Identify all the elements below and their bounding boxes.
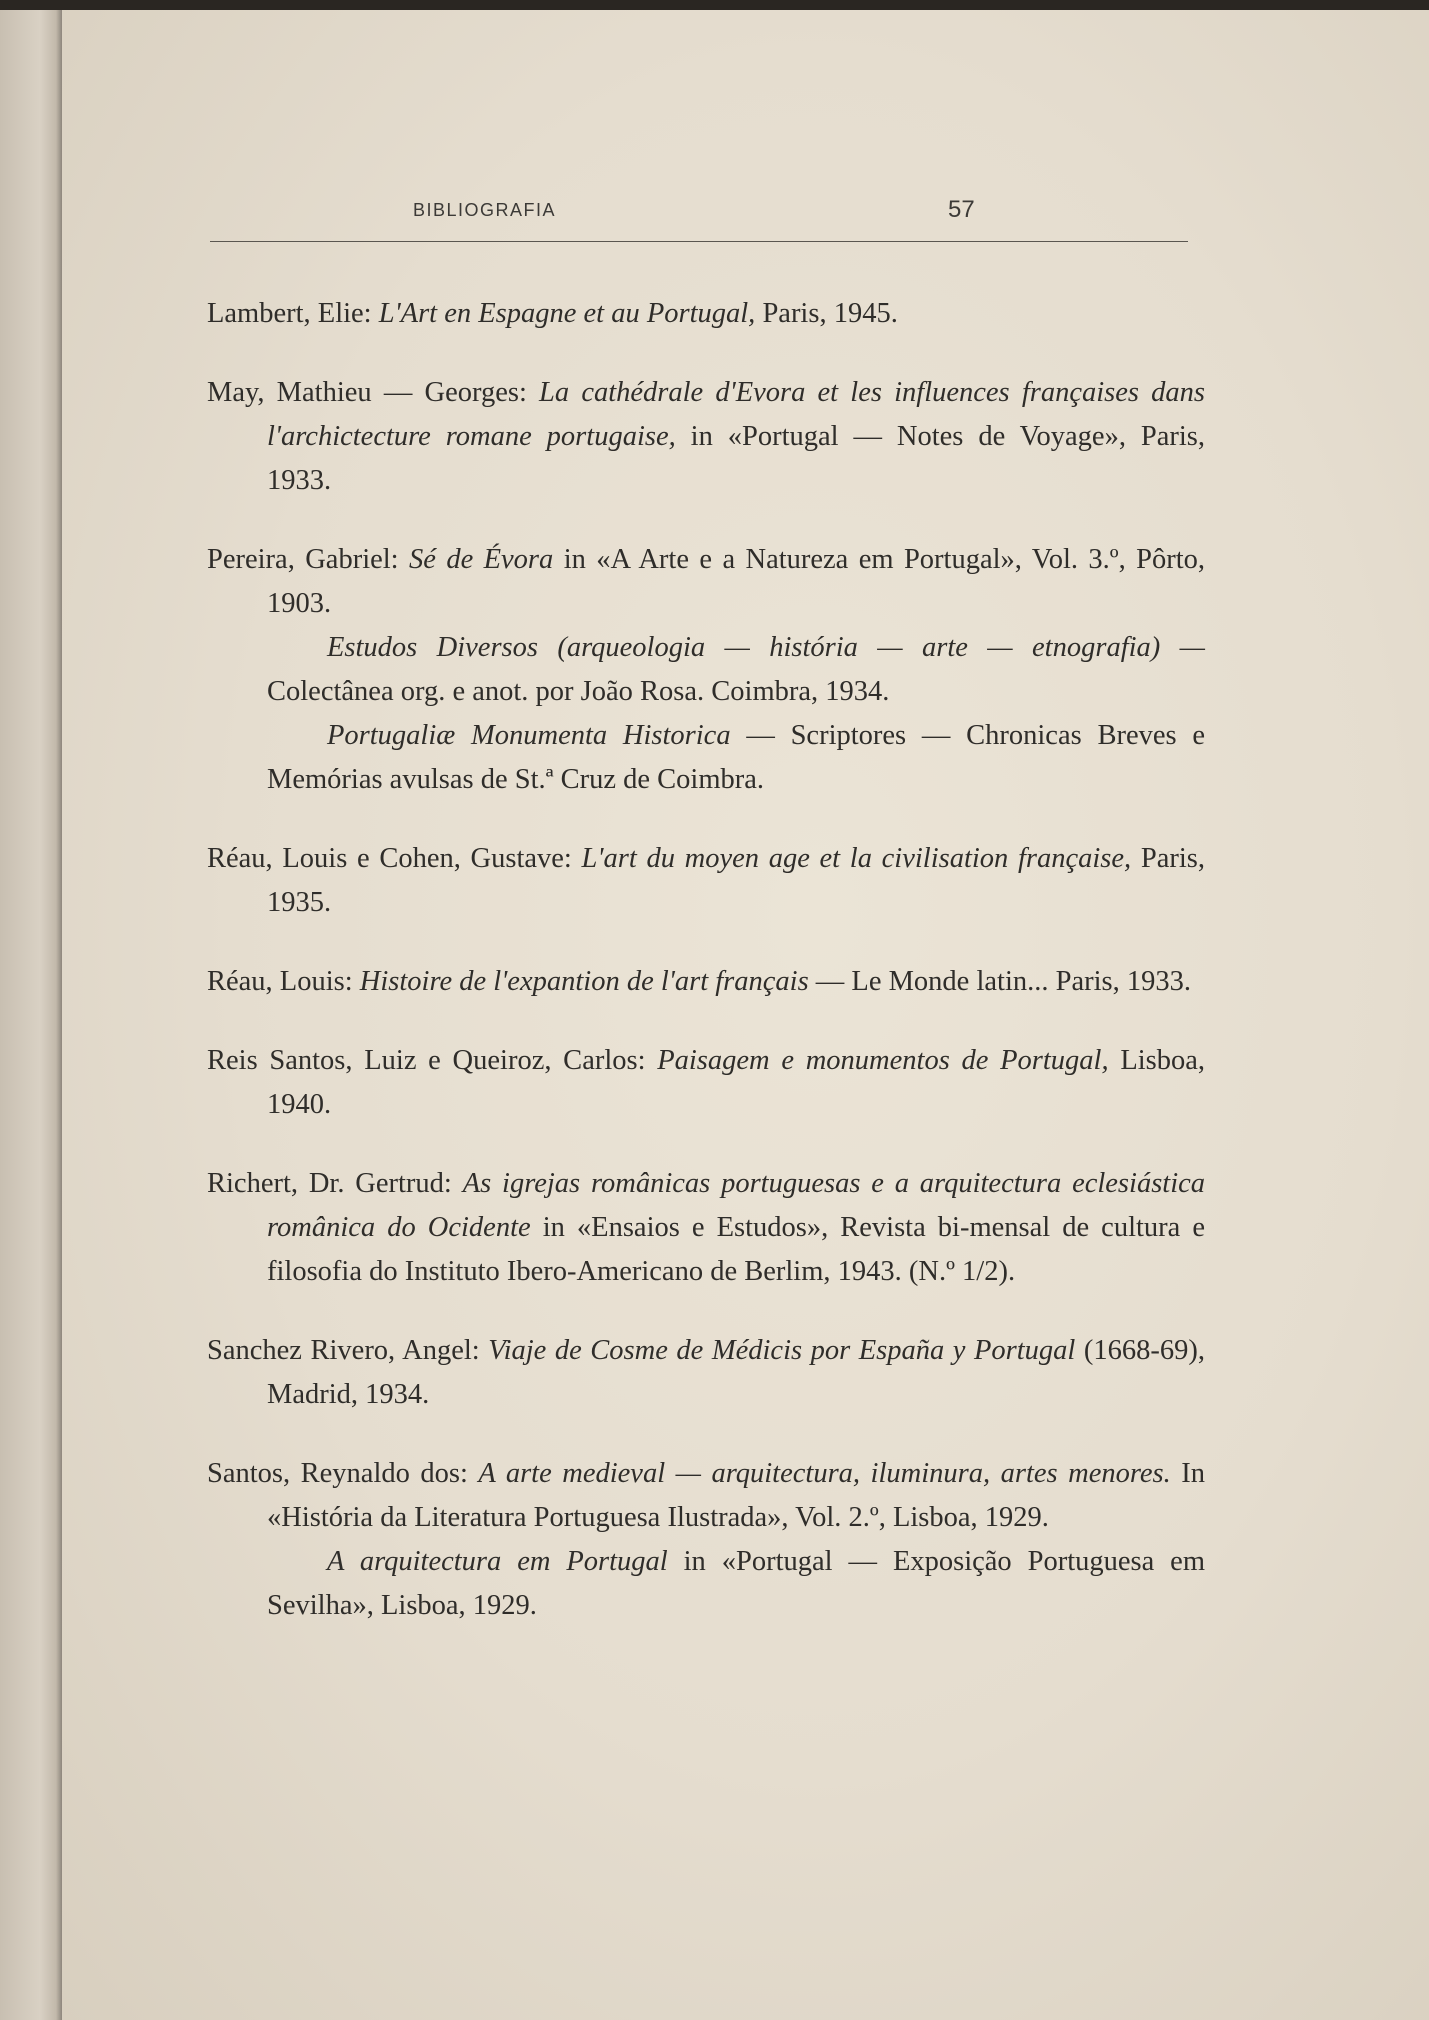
entry-details: Lisboa, 1940. [267, 1045, 1206, 1120]
entry-work-title: Sé de Évora [409, 544, 554, 575]
entry-author: Lambert, Elie: [207, 298, 372, 329]
entry-author: May, Mathieu — Georges: [207, 377, 527, 408]
entry-author: Réau, Louis: [207, 966, 353, 997]
running-head-title: BIBLIOGRAFIA [413, 200, 557, 220]
entry-details: Paris, 1935. [267, 843, 1205, 918]
entry-details: in «Portugal — Exposição Portuguesa em Sevilha», Lisboa, 1929. [267, 1546, 1205, 1621]
bibliography-entry-group [207, 1452, 1205, 1628]
entry-work-title: Histoire de l'expantion de l'art français [359, 966, 809, 997]
entry-details: in «A Arte e a Natureza em Portugal», Vol. 3.º, Pôrto, 1903. [267, 544, 1206, 619]
page-number: 57 [948, 196, 975, 223]
entry-details: (1668-69), Madrid, 1934. [267, 1335, 1205, 1410]
entry-author: Sanchez Rivero, Angel: [207, 1335, 480, 1366]
bibliography-entry-group [207, 538, 1205, 802]
bibliography-entry [207, 1452, 1205, 1540]
entry-work-title: A arte medieval — arquitectura, iluminura, artes menores. [478, 1458, 1171, 1489]
entry-work-title: Portugaliæ Monumenta Historica [327, 720, 731, 751]
header-rule [210, 241, 1188, 242]
entry-work-title: L'art du moyen age et la civilisation française, [581, 843, 1132, 874]
entry-details: in «Ensaios e Estudos», Revista bi-mensal de cultura e filosofia do Instituto Ibero-Americano de Berlim, 1943. (N.º 1/2). [267, 1212, 1205, 1287]
entry-details: — Le Monde latin... Paris, 1933. [815, 966, 1191, 997]
entry-details: in «Portugal — Notes de Voyage», Paris, 1933. [267, 421, 1205, 496]
entry-details: In «História da Literatura Portuguesa Ilustrada», Vol. 2.º, Lisboa, 1929. [267, 1458, 1206, 1533]
entry-details: — Scriptores — Chronicas Breves e Memórias avulsas de St.ª Cruz de Coimbra. [267, 720, 1205, 795]
entry-work-title: Paisagem e monumentos de Portugal, [657, 1045, 1109, 1076]
bibliography-continuation [207, 714, 1205, 802]
bibliography-entry [207, 538, 1205, 626]
bibliography-entry [207, 1329, 1205, 1417]
entry-author: Reis Santos, Luiz e Queiroz, Carlos: [207, 1045, 646, 1076]
bibliography-entry [207, 371, 1205, 503]
entry-author: Richert, Dr. Gertrud: [207, 1168, 452, 1199]
entry-work-title: As igrejas românicas portuguesas e a arquitectura eclesiástica românica do Ocidente [267, 1168, 1206, 1243]
bibliography-entry [207, 1039, 1205, 1127]
bibliography-entry [207, 1162, 1205, 1294]
bibliography-entry [207, 292, 1205, 336]
entry-author: Réau, Louis e Cohen, Gustave: [207, 843, 572, 874]
entry-work-title: A arquitectura em Portugal [327, 1546, 668, 1577]
entry-work-title: L'Art en Espagne et au Portugal, [378, 298, 756, 329]
entry-author: Pereira, Gabriel: [207, 544, 399, 575]
bibliography-continuation [207, 1540, 1205, 1628]
entry-author: Santos, Reynaldo dos: [207, 1458, 468, 1489]
bibliography-list [207, 292, 1205, 1628]
entry-details: Colectânea org. e anot. por João Rosa. Coimbra, 1934. [267, 676, 890, 707]
entry-work-title: La cathédrale d'Evora et les influences françaises dans l'archictecture romane portugaise, [267, 377, 1205, 452]
bibliography-entry [207, 960, 1205, 1004]
entry-details: Paris, 1945. [762, 298, 898, 329]
bibliography-entry [207, 837, 1205, 925]
entry-work-title: Estudos Diversos (arqueologia — história — arte — etnografia) — [327, 632, 1205, 663]
bibliography-continuation [207, 626, 1205, 714]
entry-work-title: Viaje de Cosme de Médicis por España y Portugal [488, 1335, 1076, 1366]
facing-page-edge [0, 10, 62, 2020]
scan-top-edge [0, 0, 1429, 10]
